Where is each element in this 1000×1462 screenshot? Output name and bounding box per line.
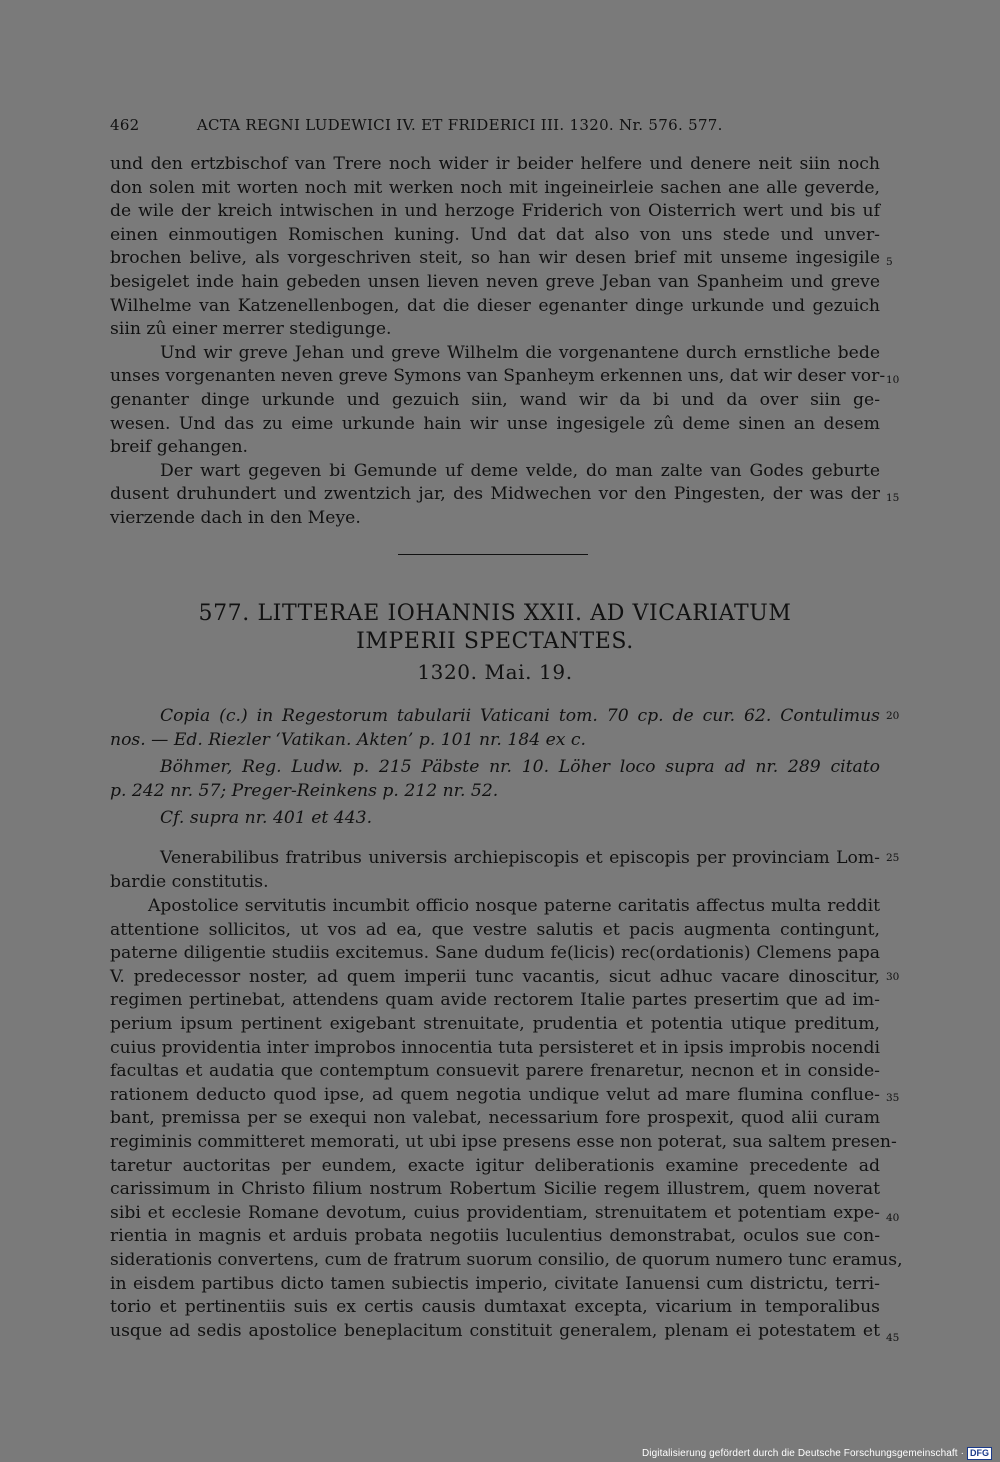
credit-text: Digitalisierung gefördert durch die Deutsche Forschungsgemeinschaft · — [641, 1447, 964, 1459]
text-line: siderationis convertens, cum de fratrum suorum consilio, de quorum numero tunc eramus, — [110, 1249, 903, 1270]
margin-line-number: 5 — [886, 256, 893, 268]
text-line: rationem deducto quod ipse, ad quem negotia undique velut ad mare flumina conflue- — [110, 1084, 880, 1105]
text-line: vierzende dach in den Meye. — [110, 507, 361, 528]
text-line: facultas et audatia que contemptum consuevit parere frenaretur, necnon et in conside- — [110, 1061, 880, 1082]
text-line: Und wir greve Jehan und greve Wilhelm die vorgenantene durch ernstliche bede — [160, 342, 880, 363]
text-line: taretur auctoritas per eundem, exacte igitur deliberationis examine precedente ad — [110, 1155, 880, 1176]
doc576-conclusion — [110, 153, 886, 531]
text-line: regimen pertinebat, attendens quam avide rectorem Italie partes presertim que ad im- — [110, 990, 880, 1011]
source-line: Cf. supra nr. 401 et 443. — [160, 808, 373, 829]
source-line: Copia (c.) in Regestorum tabularii Vaticani tom. 70 cp. de cur. 62. Contulimus — [160, 706, 880, 726]
text-line: usque ad sedis apostolice beneplacitum constituit generalem, plenam ei potestatem et — [110, 1320, 880, 1341]
text-line: perium ipsum pertinent exigebant strenuitate, prudentia et potentia utique preditum, — [110, 1013, 880, 1034]
text-line: breif gehangen. — [110, 437, 248, 458]
address — [110, 847, 880, 894]
text-line: siin zû einer merrer stedigunge. — [110, 319, 392, 340]
text-line: in eisdem partibus dicto tamen subiectis imperio, civitate Ianuensi cum districtu, terri- — [110, 1273, 880, 1294]
page-header — [110, 116, 780, 134]
text-line: torio et pertinentiis suis ex certis causis dumtaxat excepta, vicarium in temporalibus — [110, 1297, 880, 1318]
dfg-logo-icon: DFG — [967, 1447, 992, 1460]
text-line: attentione sollicitos, ut vos ad ea, que vestre salutis et pacis augmenta contingunt, — [110, 919, 880, 940]
page-number: 462 — [110, 116, 140, 134]
running-title: ACTA REGNI LUDEWICI IV. ET FRIDERICI III. 1320. Nr. 576. 577. — [196, 116, 723, 134]
source-line: Böhmer, Reg. Ludw. p. 215 Päbste nr. 10. Löher loco supra ad nr. 289 citato — [160, 757, 880, 778]
text-line: dusent druhundert und zwentzich jar, des Midwechen vor den Pingesten, der was der — [110, 484, 880, 505]
text-line: sibi et ecclesie Romane devotum, cuius providentiam, strenuitatem et potentiam expe- — [110, 1202, 880, 1223]
text-line: bardie constitutis. — [110, 871, 269, 892]
text-line: bant, premissa per se exequi non valebat, necessarium fore prospexit, quod alii curam — [110, 1108, 880, 1129]
digitization-credit — [642, 1446, 992, 1460]
text-line: cuius providentia inter improbos innocentia tuta persisteret et in ipsis improbis nocendi — [110, 1037, 880, 1058]
text-line: genanter dinge urkunde und gezuich siin, wand wir da bi und da over siin ge- — [110, 389, 880, 410]
text-line: regiminis committeret memorati, ut ubi ipse presens esse non poterat, sua saltem presen- — [110, 1131, 897, 1152]
text-line: Apostolice servitutis incumbit officio nosque paterne caritatis affectus multa reddit — [148, 896, 880, 916]
text-line: Venerabilibus fratribus universis archiepiscopis et episcopis per provinciam Lom- — [160, 848, 880, 868]
text-line: einen einmoutigen Romischen kuning. Und dat dat also von uns stede und unver- — [110, 224, 880, 245]
text-line: unses vorgenanten neven greve Symons van Spanheym erkennen uns, dat wir deser vor- — [110, 366, 886, 387]
margin-line-number: 20 — [886, 710, 900, 722]
document-heading: 577. LITTERAE IOHANNIS XXII. AD VICARIATUM — [198, 601, 792, 626]
margin-line-number: 15 — [886, 492, 900, 504]
text-line: carissimum in Christo filium nostrum Robertum Sicilie regem illustrem, quem noverat — [110, 1179, 880, 1200]
margin-line-number: 25 — [886, 852, 900, 864]
text-line: V. predecessor noster, ad quem imperii tunc vacantis, sicut adhuc vacare dinoscitur, — [110, 966, 880, 987]
margin-line-number: 40 — [886, 1212, 900, 1224]
text-line: und den ertzbischof van Trere noch wider ir beider helfere und denere neit siin noch — [110, 154, 880, 174]
text-line: don solen mit worten noch mit werken noch mit ingeineirleie sachen ane alle geverde, — [110, 177, 880, 198]
text-line: rientia in magnis et arduis probata negotiis luculentius demonstrabat, oculos sue con- — [110, 1226, 880, 1247]
document-heading-continued: IMPERII SPECTANTES. — [356, 629, 634, 654]
margin-line-number: 30 — [886, 971, 900, 983]
text-line: de wile der kreich intwischen in und herzoge Friderich von Oisterrich wert und bis uf — [110, 201, 880, 222]
document-date: 1320. Mai. 19. — [417, 660, 573, 684]
margin-line-number: 10 — [886, 374, 900, 386]
source-notes — [110, 705, 880, 831]
text-line: Wilhelme van Katzenellenbogen, dat die dieser egenanter dinge urkunde und gezuich — [110, 295, 880, 316]
text-line: besigelet inde hain gebeden unsen lieven neven greve Jeban van Spanheim und greve — [110, 271, 880, 292]
source-line: nos. — Ed. Riezler ‘Vatikan. Akten’ p. 101 nr. 184 ex c. — [110, 729, 587, 750]
margin-line-number: 45 — [886, 1332, 900, 1344]
margin-line-number: 35 — [886, 1092, 900, 1104]
text-line: brochen belive, als vorgeschriven steit, so han wir desen brief mit unseme ingesigile — [110, 248, 880, 269]
section-divider — [398, 554, 588, 555]
text-line: Der wart gegeven bi Gemunde uf deme velde, do man zalte van Godes geburte — [160, 460, 880, 481]
text-line: paterne diligentie studiis excitemus. Sane dudum fe(licis) rec(ordationis) Clemens papa — [110, 943, 880, 964]
source-line: p. 242 nr. 57; Preger-Reinkens p. 212 nr. 52. — [110, 780, 499, 801]
text-line: wesen. Und das zu eime urkunde hain wir unse ingesigele zû deme sinen an desem — [110, 413, 880, 434]
